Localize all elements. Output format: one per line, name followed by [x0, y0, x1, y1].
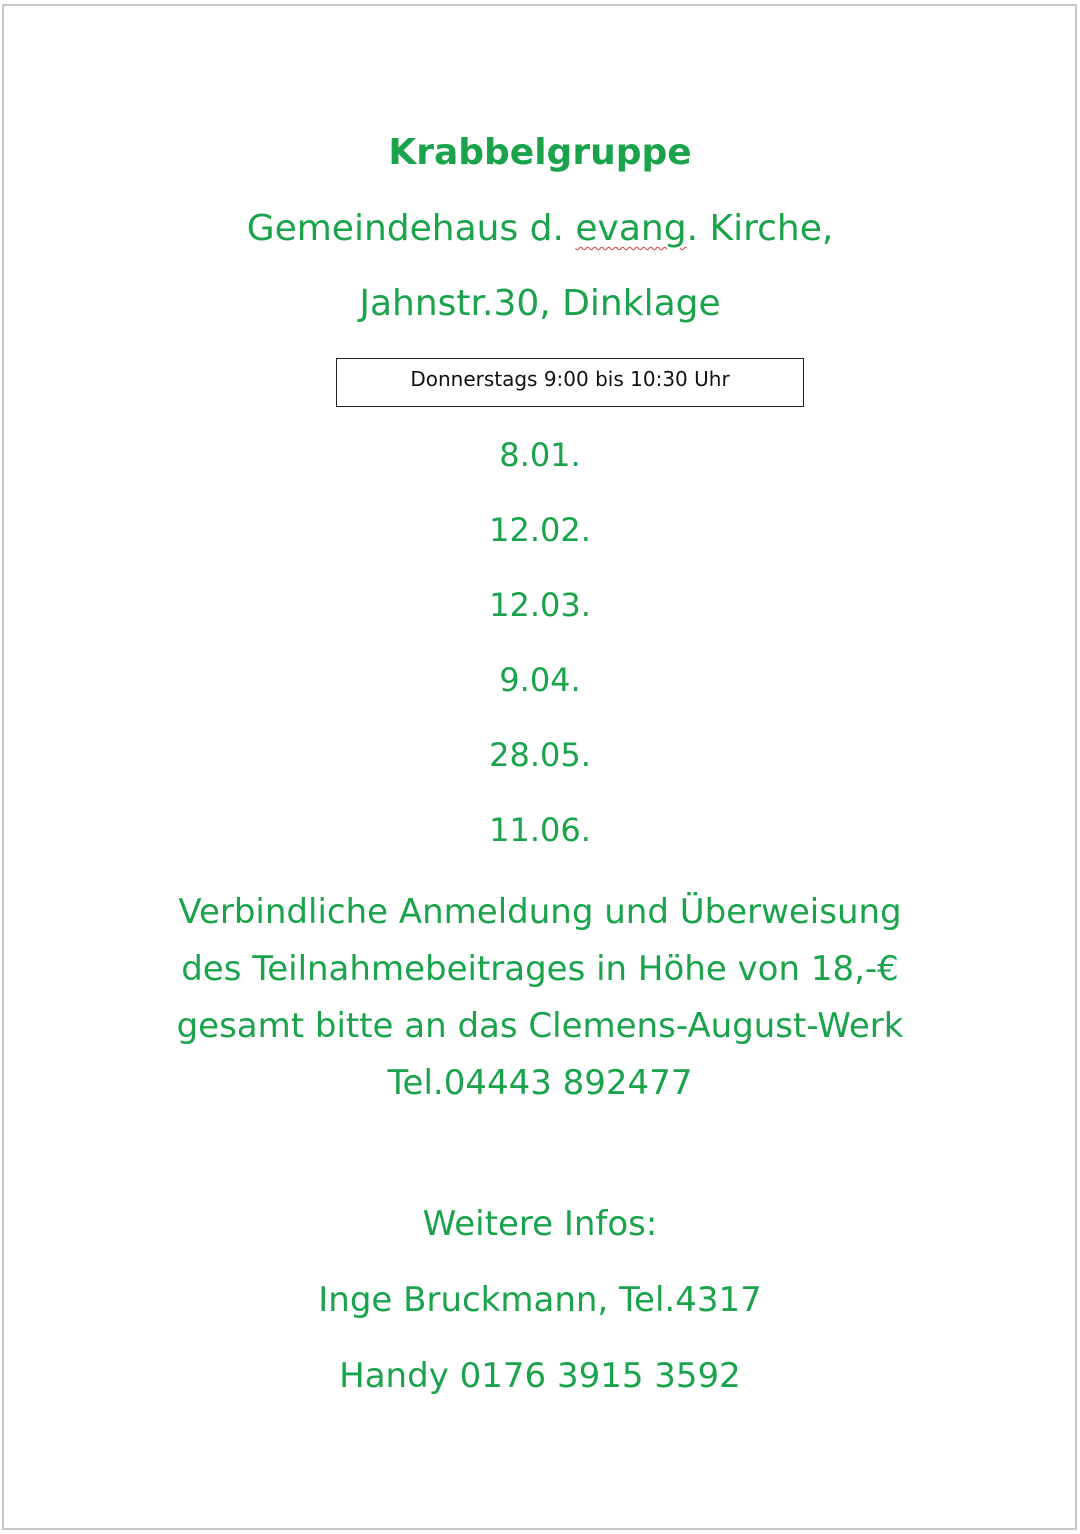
document-title: Krabbelgruppe: [388, 132, 692, 173]
date-item: 11.06.: [489, 811, 591, 849]
date-item: 8.01.: [499, 436, 581, 474]
registration-line: Tel.04443 892477: [387, 1063, 693, 1103]
date-item: 9.04.: [499, 661, 581, 699]
address-line-1: [0, 208, 1080, 249]
date-item: 12.02.: [489, 511, 591, 549]
more-info-heading: Weitere Infos:: [422, 1204, 658, 1244]
address-line-1-text: Gemeindehaus d.: [246, 208, 576, 249]
date-item: 12.03.: [489, 586, 591, 624]
registration-line: Verbindliche Anmeldung und Überweisung: [178, 892, 902, 932]
date-item: 28.05.: [489, 736, 591, 774]
address-line-1-end: . Kirche,: [686, 208, 834, 249]
schedule-box: Donnerstags 9:00 bis 10:30 Uhr: [336, 358, 804, 407]
contact-line: Inge Bruckmann, Tel.4317: [318, 1280, 762, 1320]
address-line-2: Jahnstr.30, Dinklage: [359, 283, 721, 324]
mobile-line: Handy 0176 3915 3592: [339, 1356, 741, 1396]
spellcheck-flagged-word: evang: [575, 208, 687, 249]
registration-line: des Teilnahmebeitrages in Höhe von 18,-€: [181, 949, 899, 989]
registration-line: gesamt bitte an das Clemens-August-Werk: [176, 1006, 904, 1046]
registration-text: [0, 884, 1080, 1112]
